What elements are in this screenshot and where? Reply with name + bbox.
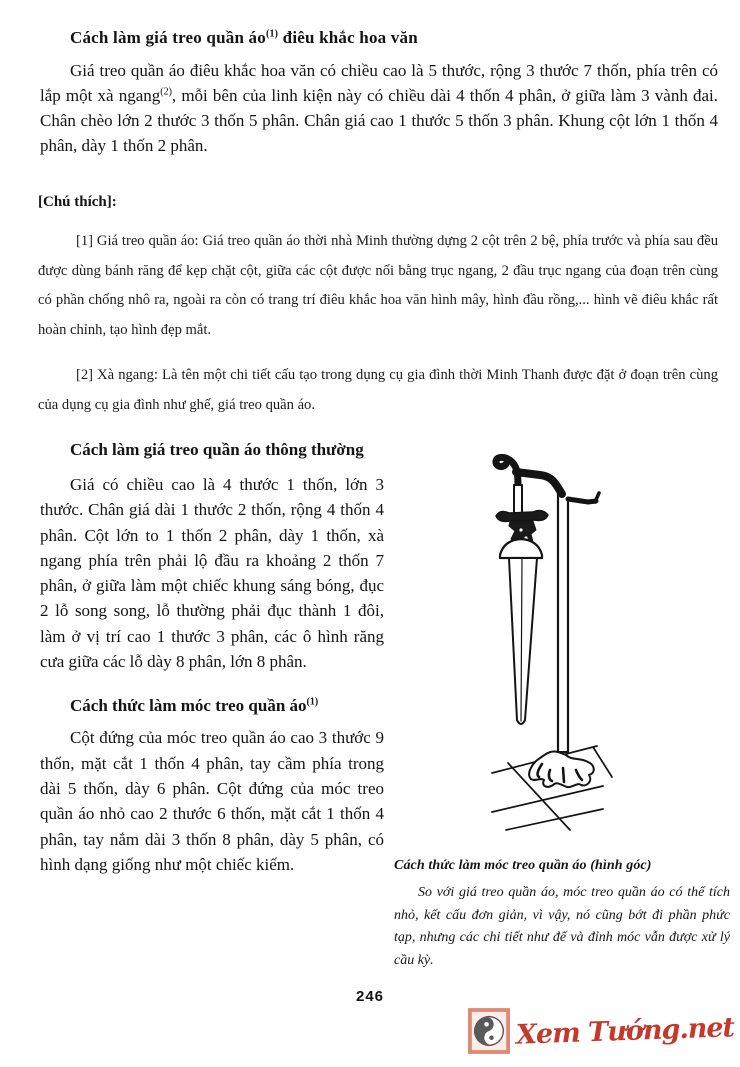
footnote-ref: (1) (265, 28, 279, 40)
figure-illustration (430, 430, 720, 860)
note-item: [1] Giá treo quần áo: Giá treo quần áo thời nhà Minh thường dựng 2 cột trên 2 bệ, phía trước và phía sau đều được dùng bánh răng để kẹp chặt cột, giữa các cột được nối bằng trục ngang, 2 đầu trục ngang của đoạn trên cùng có phần chống nhô ra, ngoài ra còn có trang trí điêu khắc hoa văn hình mây, hình đầu rồng,... hình vẽ điêu khắc rất hoàn chỉnh, tạo hình đẹp mắt. (38, 233, 718, 338)
paragraph-text-rest: , mỗi bên của linh kiện này có chiều dài 4 thốn 4 phân, ở giữa làm 3 vành đai. Chân chèo lớn 2 thước 3 thốn 5 phân. Chân giá cao 1 thước 5 thốn 3 phân. Khung cột lớn 1 thốn 4 phân, dày 1 thốn 2 phân. (40, 86, 718, 155)
section-carved-rack (40, 28, 718, 158)
note-item: [2] Xà ngang: Là tên một chi tiết cấu tạo trong dụng cụ gia đình thời Minh Thanh được đặt ở đoạn trên cùng của dụng cụ gia đình như ghế, giá treo quần áo. (38, 367, 718, 413)
clothes-hook-drawing-svg (430, 430, 720, 860)
notes-label: [Chú thích]: (38, 194, 117, 210)
watermark-text: Xem Tướng.net (515, 1011, 735, 1051)
left-column (40, 436, 384, 877)
watermark (468, 1008, 734, 1054)
heading-text-rest: điêu khắc hoa văn (278, 28, 418, 47)
footnote-ref: (2) (160, 86, 172, 98)
page-number: 246 (355, 988, 385, 1005)
section-heading (40, 28, 718, 48)
figure-description: So với giá treo quần áo, móc treo quần áo có thể tích nhỏ, kết cấu đơn giản, vì vậy, nó cũng bớt đi phần phức tạp, nhưng các chi tiết như đế và đỉnh móc vẫn được xử lý cầu kỳ. (394, 885, 730, 968)
notes-block (38, 194, 718, 420)
body-paragraph: Cột đứng của móc treo quần áo cao 3 thước 9 thốn, mặt cắt 1 thốn 4 phân, tay cầm phía trong dài 5 thốn, dày 6 phân. Cột đứng của móc treo quần áo nhỏ cao 2 thước 6 thốn, mặt cắt 1 thốn 4 phân, tay nắm dài 3 thốn 8 phân, dày 5 phân, có hình dạng giống như một chiếc kiếm. (40, 728, 384, 874)
heading-text: Cách làm giá treo quần áo (70, 28, 266, 47)
section-heading: Cách làm giá treo quần áo thông thường (70, 440, 364, 459)
footnote-ref: (1) (306, 696, 319, 708)
heading-text: Cách thức làm móc treo quần áo (70, 696, 307, 716)
body-paragraph: Giá có chiều cao là 4 thước 1 thốn, lớn 3 thước. Chân giá dài 1 thước 2 thốn, rộng 4 thốn 4 phân. Cột lớn to 1 thốn 2 phân, dày 1 thốn, xà ngang phía trên phải lộ đầu ra khoảng 2 thốn 7 phân, ở giữa làm một chiếc khung sáng bóng, đục 2 lỗ song song, lỗ thường phải đục thành 1 đôi, làm ở vị trí cao 1 thước 3 phân, các ô hình răng cưa giữa các lỗ dày 8 phân, lớn 8 phân. (40, 475, 384, 672)
body-paragraph (40, 58, 718, 158)
section-heading (40, 696, 384, 716)
figure-text-column (394, 858, 730, 972)
figure-caption: Cách thức làm móc treo quần áo (hình góc) (394, 858, 652, 873)
paragraph-text: Giá treo quần áo điêu khắc hoa văn có chiều cao là 5 thước, rộng 3 thước 7 thốn, phía trên có lắp một xà ngang (40, 61, 718, 105)
yin-yang-icon (468, 1008, 510, 1054)
